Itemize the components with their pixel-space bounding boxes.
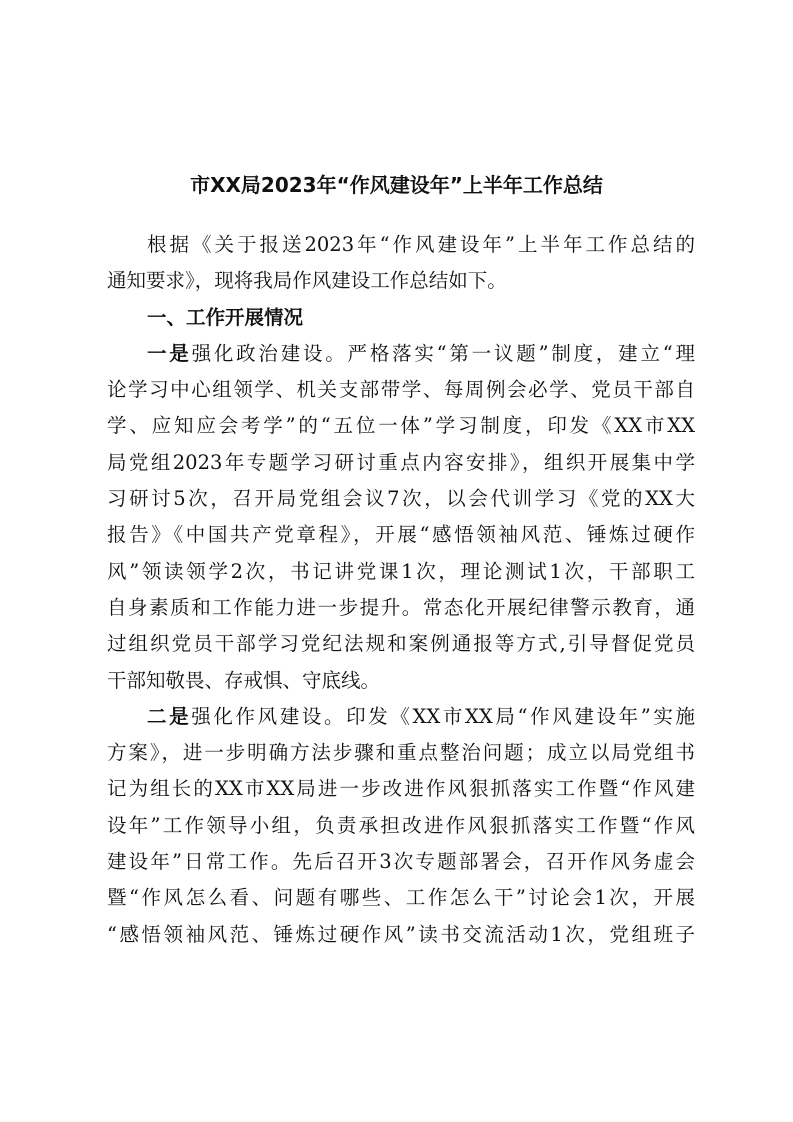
paragraph-line: 论学习中心组领学、机关支部带学、每周例会必学、党员干部自 xyxy=(107,378,695,402)
paragraph-line: “感悟领袖风范、锤炼过硬作风”读书交流活动1次，党组班子 xyxy=(107,922,695,946)
paragraph-first-line xyxy=(107,699,695,735)
paragraph-line: 建设年”日常工作。先后召开3次专题部署会，召开作风务虚会 xyxy=(107,850,695,874)
intro-line: 根据《关于报送2023年“作风建设年”上半年工作总结的 xyxy=(147,233,695,256)
paragraph-lead: 二是 xyxy=(147,704,192,728)
paragraph-line: 局党组2023年专题学习研讨重点内容安排》，组织开展集中学 xyxy=(107,450,695,474)
paragraph-line: 风”领读领学2次，书记讲党课1次，理论测试1次，干部职工 xyxy=(107,559,695,583)
document-body xyxy=(107,227,695,953)
paragraph-line: 设年”工作领导小组，负责承担改进作风狠抓落实工作暨“作风 xyxy=(107,813,695,837)
paragraph-line: 自身素质和工作能力进一步提升。常态化开展纪律警示教育，通 xyxy=(107,595,695,619)
paragraph-line: 记为组长的XX市XX局进一步改进作风狠抓落实工作暨“作风建 xyxy=(107,777,695,801)
paragraph-line: 过组织党员干部学习党纪法规和案例通报等方式,引导督促党员 xyxy=(107,632,695,656)
paragraph-text: 强化政治建设。严格落实“第一议题”制度，建立“理 xyxy=(191,341,695,365)
section-heading: 一、工作开展情况 xyxy=(147,305,304,329)
paragraph-line: 暨“作风怎么看、问题有哪些、工作怎么干”讨论会1次，开展 xyxy=(107,886,695,910)
paragraph-lead: 一是 xyxy=(147,341,192,365)
document-title: 市XX局2023年“作风建设年”上半年工作总结 xyxy=(190,173,603,197)
paragraph-line: 方案》，进一步明确方法步骤和重点整治问题；成立以局党组书 xyxy=(107,741,695,765)
intro-line: 通知要求》，现将我局作风建设工作总结如下。 xyxy=(107,269,507,293)
paragraph-line: 学、应知应会考学”的“五位一体”学习制度，印发《XX市XX xyxy=(107,414,695,438)
paragraph-text: 强化作风建设。印发《XX市XX局“作风建设年”实施 xyxy=(191,704,695,728)
paragraph-line: 习研讨5次，召开局党组会议7次，以会代训学习《党的XX大 xyxy=(107,487,695,511)
paragraph-first-line xyxy=(107,336,695,372)
paragraph-line: 干部知敬畏、存戒惧、守底线。 xyxy=(107,668,381,692)
paragraph-line: 报告》《中国共产党章程》，开展“感悟领袖风范、锤炼过硬作 xyxy=(107,523,695,547)
